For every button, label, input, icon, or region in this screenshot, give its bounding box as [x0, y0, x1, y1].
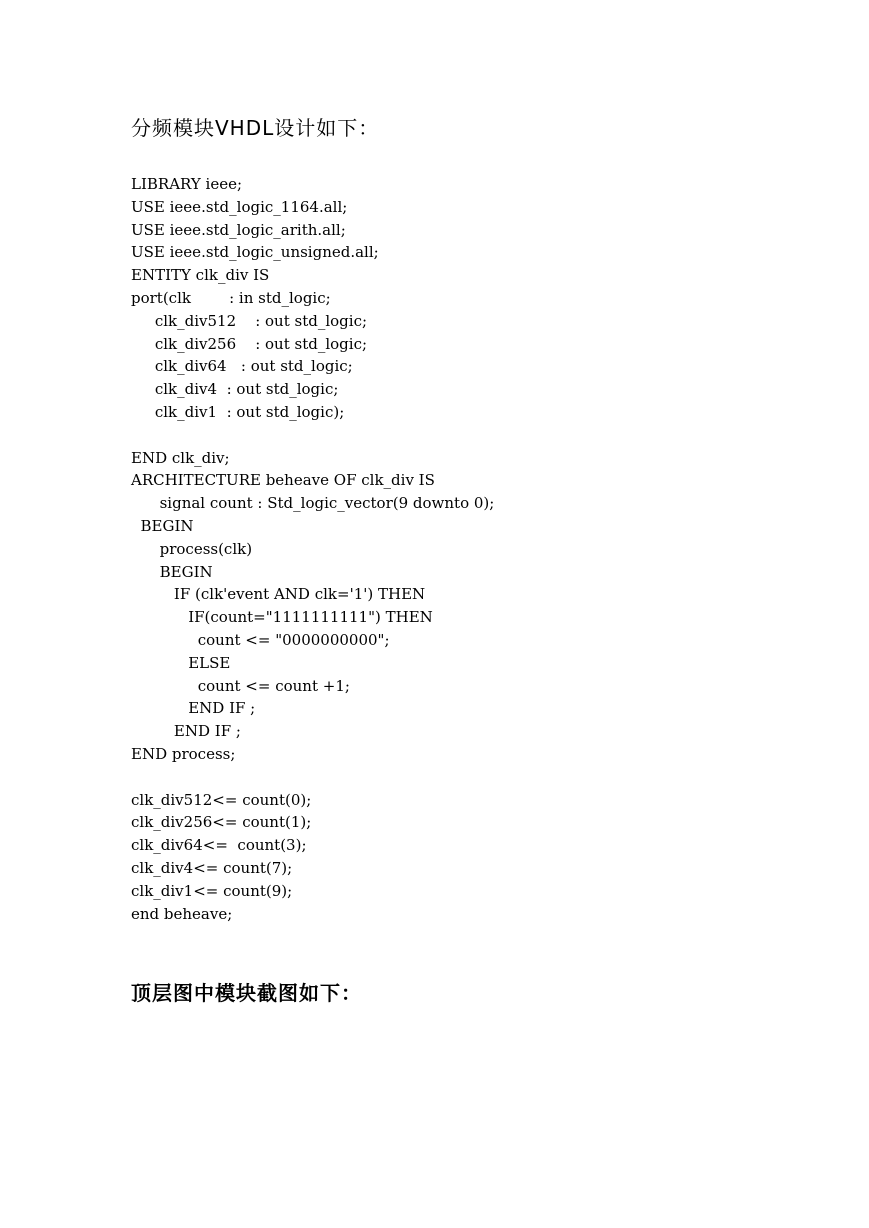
code-line: clk_div256 : out std_logic;: [131, 334, 368, 353]
code-line: port(clk : in std_logic;: [131, 288, 331, 307]
code-line: END clk_div;: [131, 448, 230, 467]
code-line: clk_div256<= count(1);: [131, 813, 312, 832]
code-line: process(clk): [131, 539, 253, 558]
code-line: clk_div64 : out std_logic;: [131, 357, 353, 376]
code-line: IF (clk'event AND clk='1') THEN: [131, 585, 426, 604]
code-line: count <= "0000000000";: [131, 630, 390, 649]
code-line: END IF ;: [131, 699, 256, 718]
code-line: ELSE: [131, 653, 231, 672]
code-line: clk_div4<= count(7);: [131, 858, 293, 877]
code-line: count <= count +1;: [131, 676, 350, 695]
section-heading-top-level-diagram: 顶层图中模块截图如下：: [131, 981, 362, 1005]
code-line: clk_div4 : out std_logic;: [131, 380, 339, 399]
code-line: ARCHITECTURE beheave OF clk_div IS: [131, 471, 435, 490]
code-line: END process;: [131, 744, 236, 763]
code-line: clk_div64<= count(3);: [131, 836, 307, 855]
code-line: [131, 424, 494, 447]
code-line: clk_div512 : out std_logic;: [131, 311, 368, 330]
code-line: BEGIN: [131, 562, 213, 581]
code-line: LIBRARY ieee;: [131, 175, 243, 193]
code-line: USE ieee.std_logic_1164.all;: [131, 197, 348, 216]
code-line: END IF ;: [131, 722, 241, 741]
section-heading-vhdl-design: 分频模块VHDL设计如下：: [131, 116, 380, 140]
code-line: clk_div512<= count(0);: [131, 790, 312, 809]
code-line: ENTITY clk_div IS: [131, 266, 270, 285]
vhdl-code-block: [131, 173, 494, 925]
code-line: USE ieee.std_logic_arith.all;: [131, 220, 346, 239]
code-line: BEGIN: [131, 516, 194, 535]
code-line: IF(count="1111111111") THEN: [131, 608, 433, 627]
code-line: clk_div1<= count(9);: [131, 881, 293, 900]
code-line: signal count : Std_logic_vector(9 downto 0);: [131, 494, 495, 513]
code-line: USE ieee.std_logic_unsigned.all;: [131, 243, 379, 262]
code-line: clk_div1 : out std_logic);: [131, 402, 345, 421]
code-line: [131, 766, 494, 789]
code-line: end beheave;: [131, 904, 233, 923]
